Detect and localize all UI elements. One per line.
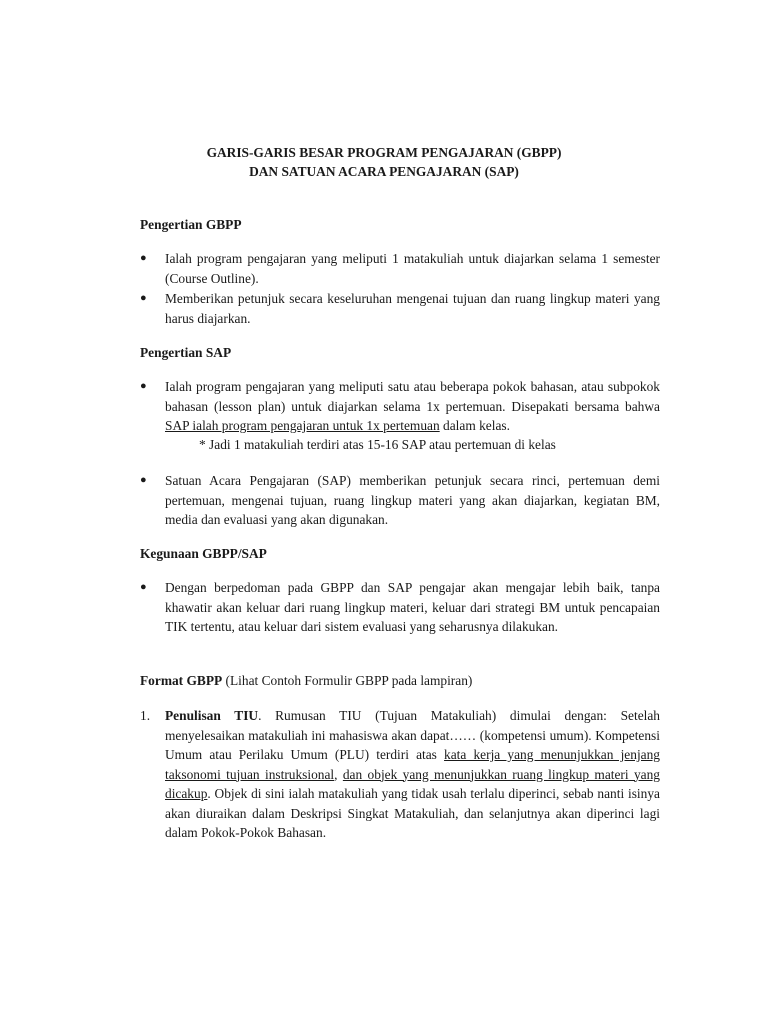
- kegunaan-bullet: [140, 578, 660, 637]
- sap-note: * Jadi 1 matakuliah terdiri atas 15-16 SAP atau pertemuan di kelas: [199, 437, 556, 452]
- sap-bullet-1-text: [165, 377, 660, 436]
- heading-format-gbpp: Format GBPP: [140, 673, 223, 688]
- gbpp-bullet-1-text: Ialah program pengajaran yang meliputi 1 matakuliah untuk diajarkan selama 1 semester (Course Outline).: [165, 251, 660, 286]
- format-item-1-number: 1.: [140, 708, 151, 723]
- format-item-1-underline-2: dan objek yang menunjukkan ruang lingkup materi yang dicakup: [165, 766, 660, 801]
- format-gbpp-note: (Lihat Contoh Formulir GBPP pada lampiran): [222, 673, 473, 688]
- sap-bullet-2: [140, 471, 660, 530]
- bullet-icon: ●: [140, 380, 147, 392]
- format-item-1-text-2: ,: [334, 766, 343, 782]
- heading-kegunaan: Kegunaan GBPP/SAP: [140, 546, 267, 561]
- heading-pengertian-gbpp: Pengertian GBPP: [140, 217, 242, 232]
- sap-bullet-2-text: Satuan Acara Pengajaran (SAP) memberikan petunjuk secara rinci, pertemuan demi pertemuan, mengenai tujuan, ruang lingkup materi yang akan diajarkan, kegiatan BM, media dan evaluasi yang akan digunakan.: [165, 473, 660, 527]
- gbpp-bullet-1: [140, 249, 660, 288]
- gbpp-bullet-2-text: Memberikan petunjuk secara keseluruhan mengenai tujuan dan ruang lingkup materi yang harus diajarkan.: [165, 291, 660, 326]
- format-item-1-text: [165, 706, 660, 843]
- sap-bullet-1-part-1: Ialah program pengajaran yang meliputi satu atau beberapa pokok bahasan, atau subpokok bahasan (lesson plan) untuk diajarkan selama 1x pertemuan. Disepakati bersama bahwa: [165, 379, 660, 414]
- bullet-icon: ●: [140, 252, 147, 264]
- gbpp-bullet-2: [140, 289, 660, 328]
- format-item-1-label: Penulisan TIU: [165, 708, 259, 723]
- document-title-line-1: GARIS-GARIS BESAR PROGRAM PENGAJARAN (GBPP): [206, 145, 562, 160]
- sap-bullet-1-underline: SAP ialah program pengajaran untuk 1x pertemuan: [165, 418, 440, 433]
- format-item-1-text-3: . Objek di sini ialah matakuliah yang tidak usah terlalu diperinci, sebab nanti isinya akan diuraikan dalam Deskripsi Singkat Matakuliah, dan selanjutnya akan diperinci lagi dalam Pokok-Pokok Bahasan.: [165, 786, 660, 840]
- bullet-icon: ●: [140, 292, 147, 304]
- sap-bullet-1-part-2: dalam kelas.: [439, 418, 510, 433]
- sap-bullet-1: [140, 377, 660, 436]
- format-item-1-text-1: . Rumusan TIU (Tujuan Matakuliah) dimulai dengan: Setelah menyelesaikan matakuliah ini mahasiswa akan dapat…… (kompetensi umum). Kompetensi Umum atau Perilaku Umum (PLU) terdiri atas: [165, 708, 660, 762]
- bullet-icon: ●: [140, 474, 147, 486]
- heading-pengertian-sap: Pengertian SAP: [140, 345, 232, 360]
- format-gbpp-line: [140, 671, 472, 691]
- format-item-1-underline-1: kata kerja yang menunjukkan jenjang taksonomi tujuan instruksional: [165, 747, 660, 782]
- format-item-1: [140, 706, 660, 843]
- kegunaan-bullet-text: Dengan berpedoman pada GBPP dan SAP pengajar akan mengajar lebih baik, tanpa khawatir akan keluar dari ruang lingkup materi, keluar dari strategi BM untuk pencapaian TIK tertentu, atau keluar dari sistem evaluasi yang seharusnya dilakukan.: [165, 580, 660, 634]
- document-title-line-2: DAN SATUAN ACARA PENGAJARAN (SAP): [249, 164, 519, 179]
- bullet-icon: ●: [140, 581, 147, 593]
